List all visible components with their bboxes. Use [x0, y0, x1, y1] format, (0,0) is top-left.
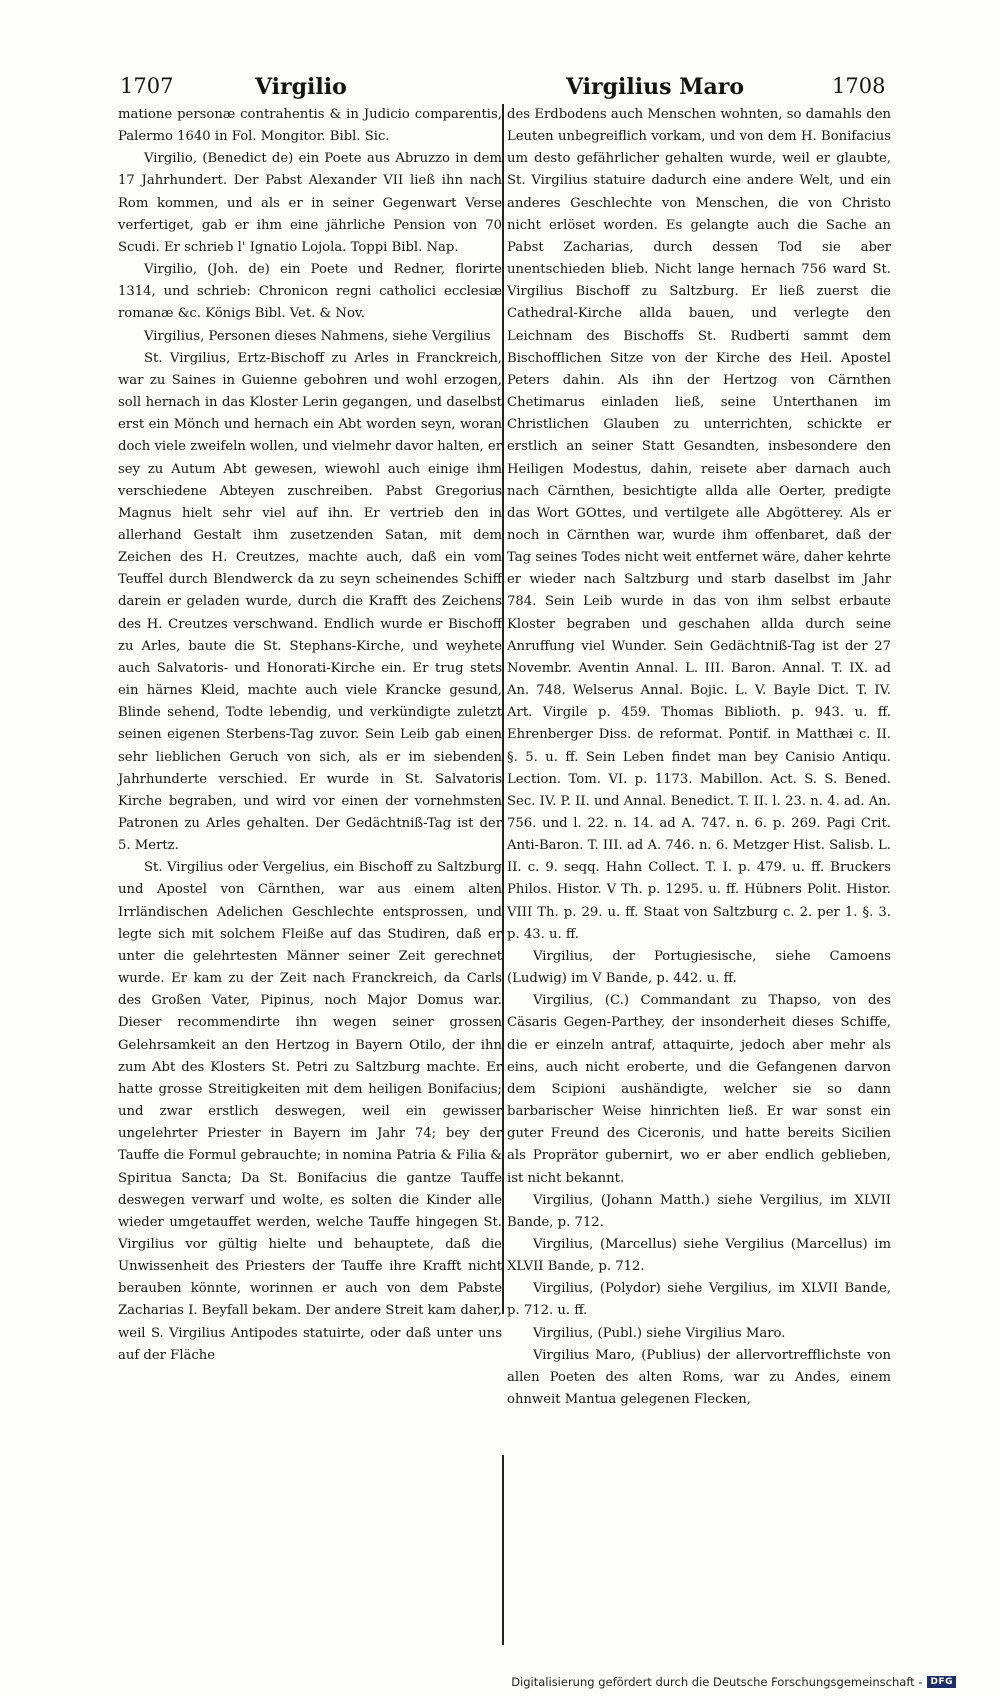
- paragraph: Virgilius Maro, (Publius) der allervortrefflichste von allen Poeten des alten Roms, war zu Andes, einem ohnweit Mantua gelegenen Flecken,: [507, 1347, 891, 1408]
- paragraph: St. Virgilius oder Vergelius, ein Bischoff zu Saltzburg und Apostel von Cärnthen, war aus einem alten Irrländischen Adelichen Geschlechte entsprossen, und legte sich mit solchem Fleiße auf das Studiren, daß er unter die gelehrtesten Männer seiner Zeit gerechnet wurde. Er kam zu der Zeit nach Franckreich, da Carls des Großen Vater, Pipinus, noch Major Domus war. Dieser recommendirte ihn wegen seiner grossen Gelehrsamkeit an den Hertzog in Bayern Otilo, der ihn zum Abt des Klosters St. Petri zu Saltzburg machte. Er hatte grosse Streitigkeiten mit dem heiligen Bonifacius; und zwar erstlich deswegen, weil ein gewisser ungelehrter Priester in Bayern im Jahr 74; bey der Tauffe die Formul gebrauchte; in nomina Patria & Filia & Spiritua Sancta; Da St. Bonifacius die gantze Tauffe deswegen verwarf und wolte, es solten die Kinder alle wieder umgetauffet werden, welche Tauffe hingegen St. Virgilius vor gültig hielte und behauptete, daß die Unwissenheit des Priesters der Tauffe ihre Krafft nicht berauben könnte, worinnen er auch von dem Pabste Zacharias I. Beyfall bekam. Der andere Streit kam daher, weil S. Virgilius Antipodes statuirte, oder daß unter uns auf der Fläche: [118, 860, 502, 1363]
- paragraph: des Erdbodens auch Menschen wohnten, so damahls den Leuten unbegreiflich vorkam, und von dem H. Bonifacius um desto gefährlicher gehalten wurde, weil er glaubte, St. Virgilius statuire dadurch eine andere Welt, und ein anderes Geschlechte von Menschen, die von Christo nicht erlöset worden. Es gelangte auch die Sache an Pabst Zacharias, durch dessen Tod sie aber unentschieden blieb. Nicht lange hernach 756 ward St. Virgilius Bischoff zu Saltzburg. Er ließ zuerst die Cathedral-Kirche allda bauen, und verlegte den Leichnam des Bischoffs St. Rudberti sammt dem Bischofflichen Sitze von der Kirche des Heil. Apostel Peters dahin. Als ihn der Hertzog von Cärnthen Chetimarus einladen ließ, seine Unterthanen im Christlichen Glauben zu unterrichten, schickte er erstlich an seiner Statt Gesandten, insbesondere den Heiligen Modestus, dahin, reisete aber darnach auch nach Cärnthen, besichtigte allda alle Oerter, predigte das Wort GOttes, und vertilgete alle Abgötterey. Als er noch in Cärnthen war, wurde ihm offenbaret, daß der Tag seines Todes nicht weit entfernet wäre, daher kehrte er wieder nach Saltzburg und starb daselbst im Jahr 784. Sein Leib wurde in das von ihm selbst erbaute Kloster begraben und geschahen allda durch seine Anruffung viel Wunder. Sein Gedächtniß-Tag ist der 27 Novembr. Aventin Annal. L. III. Baron. Annal. T. IX. ad An. 748. Welserus Annal. Bojic. L. V. Bayle Dict. T. IV. Art. Virgile p. 459. Thomas Biblioth. p. 943. u. ff. Ehrenberger Diss. de reformat. Pontif. in Matthæi c. II. §. 5. u. ff. Sein Leben findet man bey Canisio Antiqu. Lection. Tom. VI. p. 1173. Mabillon. Act. S. S. Bened. Sec. IV. P. II. und Annal. Benedict. T. II. l. 23. n. 4. ad. An. 756. und l. 22. n. 14. ad A. 747. n. 6. p. 269. Pagi Crit. Anti-Baron. T. III. ad A. 746. n. 6. Metzger Hist. Salisb. L. II. c. 9. seqq. Hahn Collect. T. I. p. 479. u. ff. Bruckers Philos. Histor. V Th. p. 1295. u. ff. Hübners Polit. Histor. VIII Th. p. 29. u. ff. Staat von Saltzburg c. 2. per 1. §. 3. p. 43. u. ff.: [507, 107, 891, 942]
- left-page-number: 1707: [120, 74, 174, 98]
- paragraph: Virgilio, (Joh. de) ein Poete und Redner, florirte 1314, und schrieb: Chronicon regni catholici ecclesiæ romanæ &c. Königs Bibl. Vet. & Nov.: [118, 262, 502, 322]
- left-running-head: Virgilio: [255, 74, 347, 100]
- right-page-number: 1708: [832, 74, 886, 98]
- paragraph: Virgilius, (C.) Commandant zu Thapso, von des Cäsaris Gegen-Parthey, der insonderheit dieses Schiffe, die er einzeln antraf, attaquirte, jedoch aber mehr als eins, auch nicht eroberte, und die Gefangenen darvon dem Scipioni aushändigte, welcher sie so dann barbarischer Weise hinrichten ließ. Er war sonst ein guter Freund des Ciceronis, und hatte bereits Sicilien als Proprätor gubernirt, wo er aber endlich geblieben, ist nicht bekannt.: [507, 993, 891, 1186]
- right-running-head: Virgilius Maro: [566, 74, 744, 100]
- paragraph: Virgilius, (Polydor) siehe Vergilius, im XLVII Bande, p. 712. u. ff.: [507, 1281, 891, 1319]
- column-divider: [502, 104, 504, 1314]
- digitization-credit: [511, 1675, 956, 1689]
- right-column: [507, 104, 891, 1411]
- paragraph: Virgilius, Personen dieses Nahmens, siehe Vergilius: [144, 328, 491, 344]
- credit-text: Digitalisierung gefördert durch die Deutsche Forschungsgemeinschaft -: [511, 1675, 923, 1689]
- paragraph: Virgilius, (Johann Matth.) siehe Vergilius, im XLVII Bande, p. 712.: [507, 1192, 891, 1230]
- paragraph: matione personæ contrahentis & in Judicio comparentis, Palermo 1640 in Fol. Mongitor. Bibl. Sic.: [118, 107, 502, 145]
- dfg-logo: DFG: [927, 1676, 956, 1688]
- paragraph: Virgilius, (Publ.) siehe Virgilius Maro.: [533, 1325, 786, 1341]
- paragraph: St. Virgilius, Ertz-Bischoff zu Arles in Franckreich, war zu Saines in Guienne gebohren und wohl erzogen, soll hernach in das Kloster Lerin gegangen, und daselbst erst ein Mönch und hernach ein Abt worden seyn, woran doch viele zweifeln wollen, und vielmehr davor halten, er sey zu Autum Abt gewesen, wiewohl auch einige ihm verschiedene Abteyen zuschreiben. Pabst Gregorius Magnus hielt sehr viel auf ihn. Er vertrieb den in allerhand Gestalt ihm zusetzenden Satan, mit dem Zeichen des H. Creutzes, machte auch, daß ein vom Teuffel durch Blendwerck da zu seyn scheinendes Schiff darein er geladen wurde, durch die Krafft des Zeichens des H. Creutzes verschwand. Endlich wurde er Bischoff zu Arles, baute die St. Stephans-Kirche, und weyhete auch Salvatoris- und Honorati-Kirche ein. Er trug stets ein härnes Kleid, machte auch viele Krancke gesund, Blinde sehend, Todte lebendig, und verkündigte zuletzt seinen eigenen Sterbens-Tag zuvor. Sein Leib gab einen sehr lieblichen Geruch von sich, als er im siebenden Jahrhunderte verschied. Er wurde in St. Salvatoris Kirche begraben, und wird vor einen der vornehmsten Patronen zu Arles gehalten. Der Gedächtniß-Tag ist der 5. Mertz.: [118, 350, 502, 854]
- paragraph: Virgilius, der Portugiesische, siehe Camoens (Ludwig) im V Bande, p. 442. u. ff.: [507, 948, 891, 987]
- left-column: [118, 104, 502, 1367]
- column-divider: [502, 1455, 504, 1645]
- paragraph: Virgilio, (Benedict de) ein Poete aus Abruzzo in dem 17 Jahrhundert. Der Pabst Alexander VII ließ ihn nach Rom kommen, und als er in seiner Gegenwart Verse verfertiget, gab er ihm eine jährliche Pension von 70 Scudi. Er schrieb l' Ignatio Lojola. Toppi Bibl. Nap.: [118, 151, 502, 255]
- paragraph: Virgilius, (Marcellus) siehe Vergilius (Marcellus) im XLVII Bande, p. 712.: [507, 1236, 891, 1275]
